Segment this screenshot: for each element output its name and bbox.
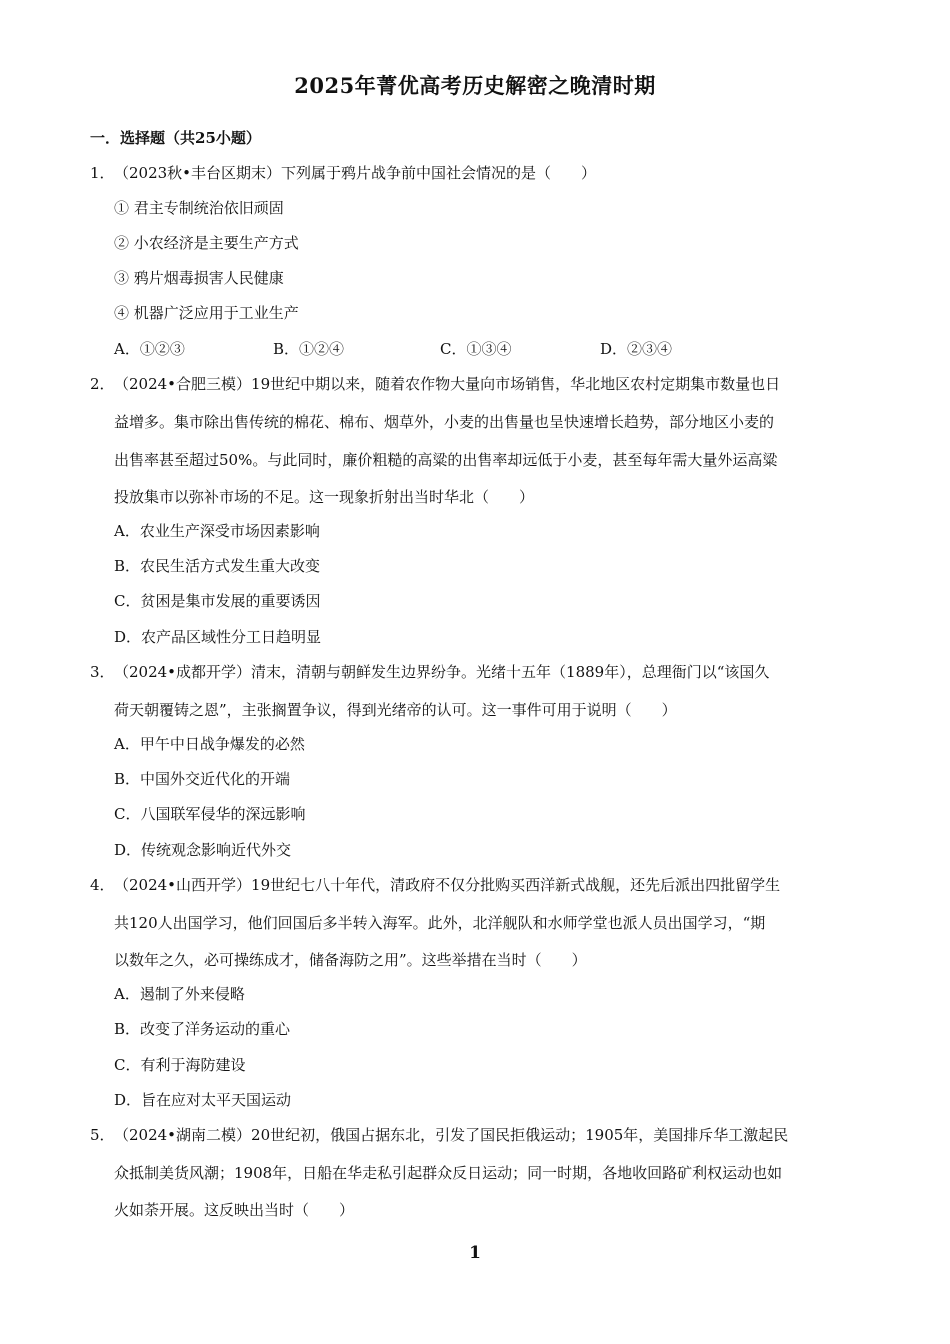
question-number: 4．	[90, 876, 115, 894]
page-number: 1	[469, 1243, 481, 1263]
option-c: C．①③④	[440, 340, 512, 358]
option-b: B．农民生活方式发生重大改变	[114, 557, 321, 575]
question-number: 3．	[90, 663, 115, 681]
statement-3: ③ 鸦片烟毒损害人民健康	[114, 269, 284, 287]
question-stem-line: 火如荼开展。这反映出当时（ ）	[114, 1201, 355, 1219]
statement-4: ④ 机器广泛应用于工业生产	[114, 304, 299, 322]
question-stem-line: （2024•湖南二模）20世纪初，俄国占据东北，引发了国民拒俄运动；1905年，美国排斥华工激起民	[114, 1126, 789, 1144]
option-b: B．①②④	[273, 340, 345, 358]
option-b: B．中国外交近代化的开端	[114, 770, 291, 788]
option-d: D．②③④	[600, 340, 673, 358]
question-stem-line: 荷天朝覆铸之恩”，主张搁置争议，得到光绪帝的认可。这一事件可用于说明（ ）	[114, 701, 677, 719]
option-a: A．甲午中日战争爆发的必然	[114, 735, 305, 753]
question-number: 1．	[90, 164, 115, 182]
question-stem-line: （2024•成都开学）清末，清朝与朝鲜发生边界纷争。光绪十五年（1889年），总理衙门以“该国久	[114, 663, 770, 681]
question-stem-line: 投放集市以弥补市场的不足。这一现象折射出当时华北（ ）	[114, 488, 535, 506]
option-c: C．贫困是集市发展的重要诱因	[114, 592, 321, 610]
option-b: B．改变了洋务运动的重心	[114, 1020, 291, 1038]
statement-2: ② 小农经济是主要生产方式	[114, 234, 299, 252]
question-number: 2．	[90, 375, 115, 393]
question-stem-line: 益增多。集市除出售传统的棉花、棉布、烟草外，小麦的出售量也呈快速增长趋势，部分地区小麦的	[114, 413, 775, 431]
question-stem-line: （2023秋•丰台区期末）下列属于鸦片战争前中国社会情况的是（ ）	[114, 164, 597, 182]
statement-1: ① 君主专制统治依旧顽固	[114, 199, 284, 217]
question-stem-line: 出售率甚至超过50%。与此同时，廉价粗糙的高粱的出售率却远低于小麦，甚至每年需大量外运高粱	[114, 451, 778, 469]
option-a: A．①②③	[114, 340, 185, 358]
option-a: A．遏制了外来侵略	[114, 985, 245, 1003]
option-c: C．八国联军侵华的深远影响	[114, 805, 306, 823]
option-d: D．旨在应对太平天国运动	[114, 1091, 292, 1109]
question-stem-line: 众抵制美货风潮；1908年，日船在华走私引起群众反日运动；同一时期，各地收回路矿利权运动也如	[114, 1164, 783, 1182]
question-stem-line: 共120人出国学习，他们回国后多半转入海军。此外，北洋舰队和水师学堂也派人员出国学习，“期	[114, 914, 766, 932]
section-title: 一．选择题（共25小题）	[90, 129, 261, 147]
option-c: C．有利于海防建设	[114, 1056, 246, 1074]
question-stem-line: （2024•合肥三模）19世纪中期以来，随着农作物大量向市场销售，华北地区农村定期集市数量也日	[114, 375, 781, 393]
question-number: 5．	[90, 1126, 115, 1144]
page-title: 2025年菁优高考历史解密之晚清时期	[294, 73, 656, 98]
option-a: A．农业生产深受市场因素影响	[114, 522, 320, 540]
option-d: D．传统观念影响近代外交	[114, 841, 292, 859]
question-stem-line: 以数年之久，必可操练成才，储备海防之用”。这些举措在当时（ ）	[114, 951, 587, 969]
option-d: D．农产品区域性分工日趋明显	[114, 628, 322, 646]
question-stem-line: （2024•山西开学）19世纪七八十年代，清政府不仅分批购买西洋新式战舰，还先后派出四批留学生	[114, 876, 781, 894]
